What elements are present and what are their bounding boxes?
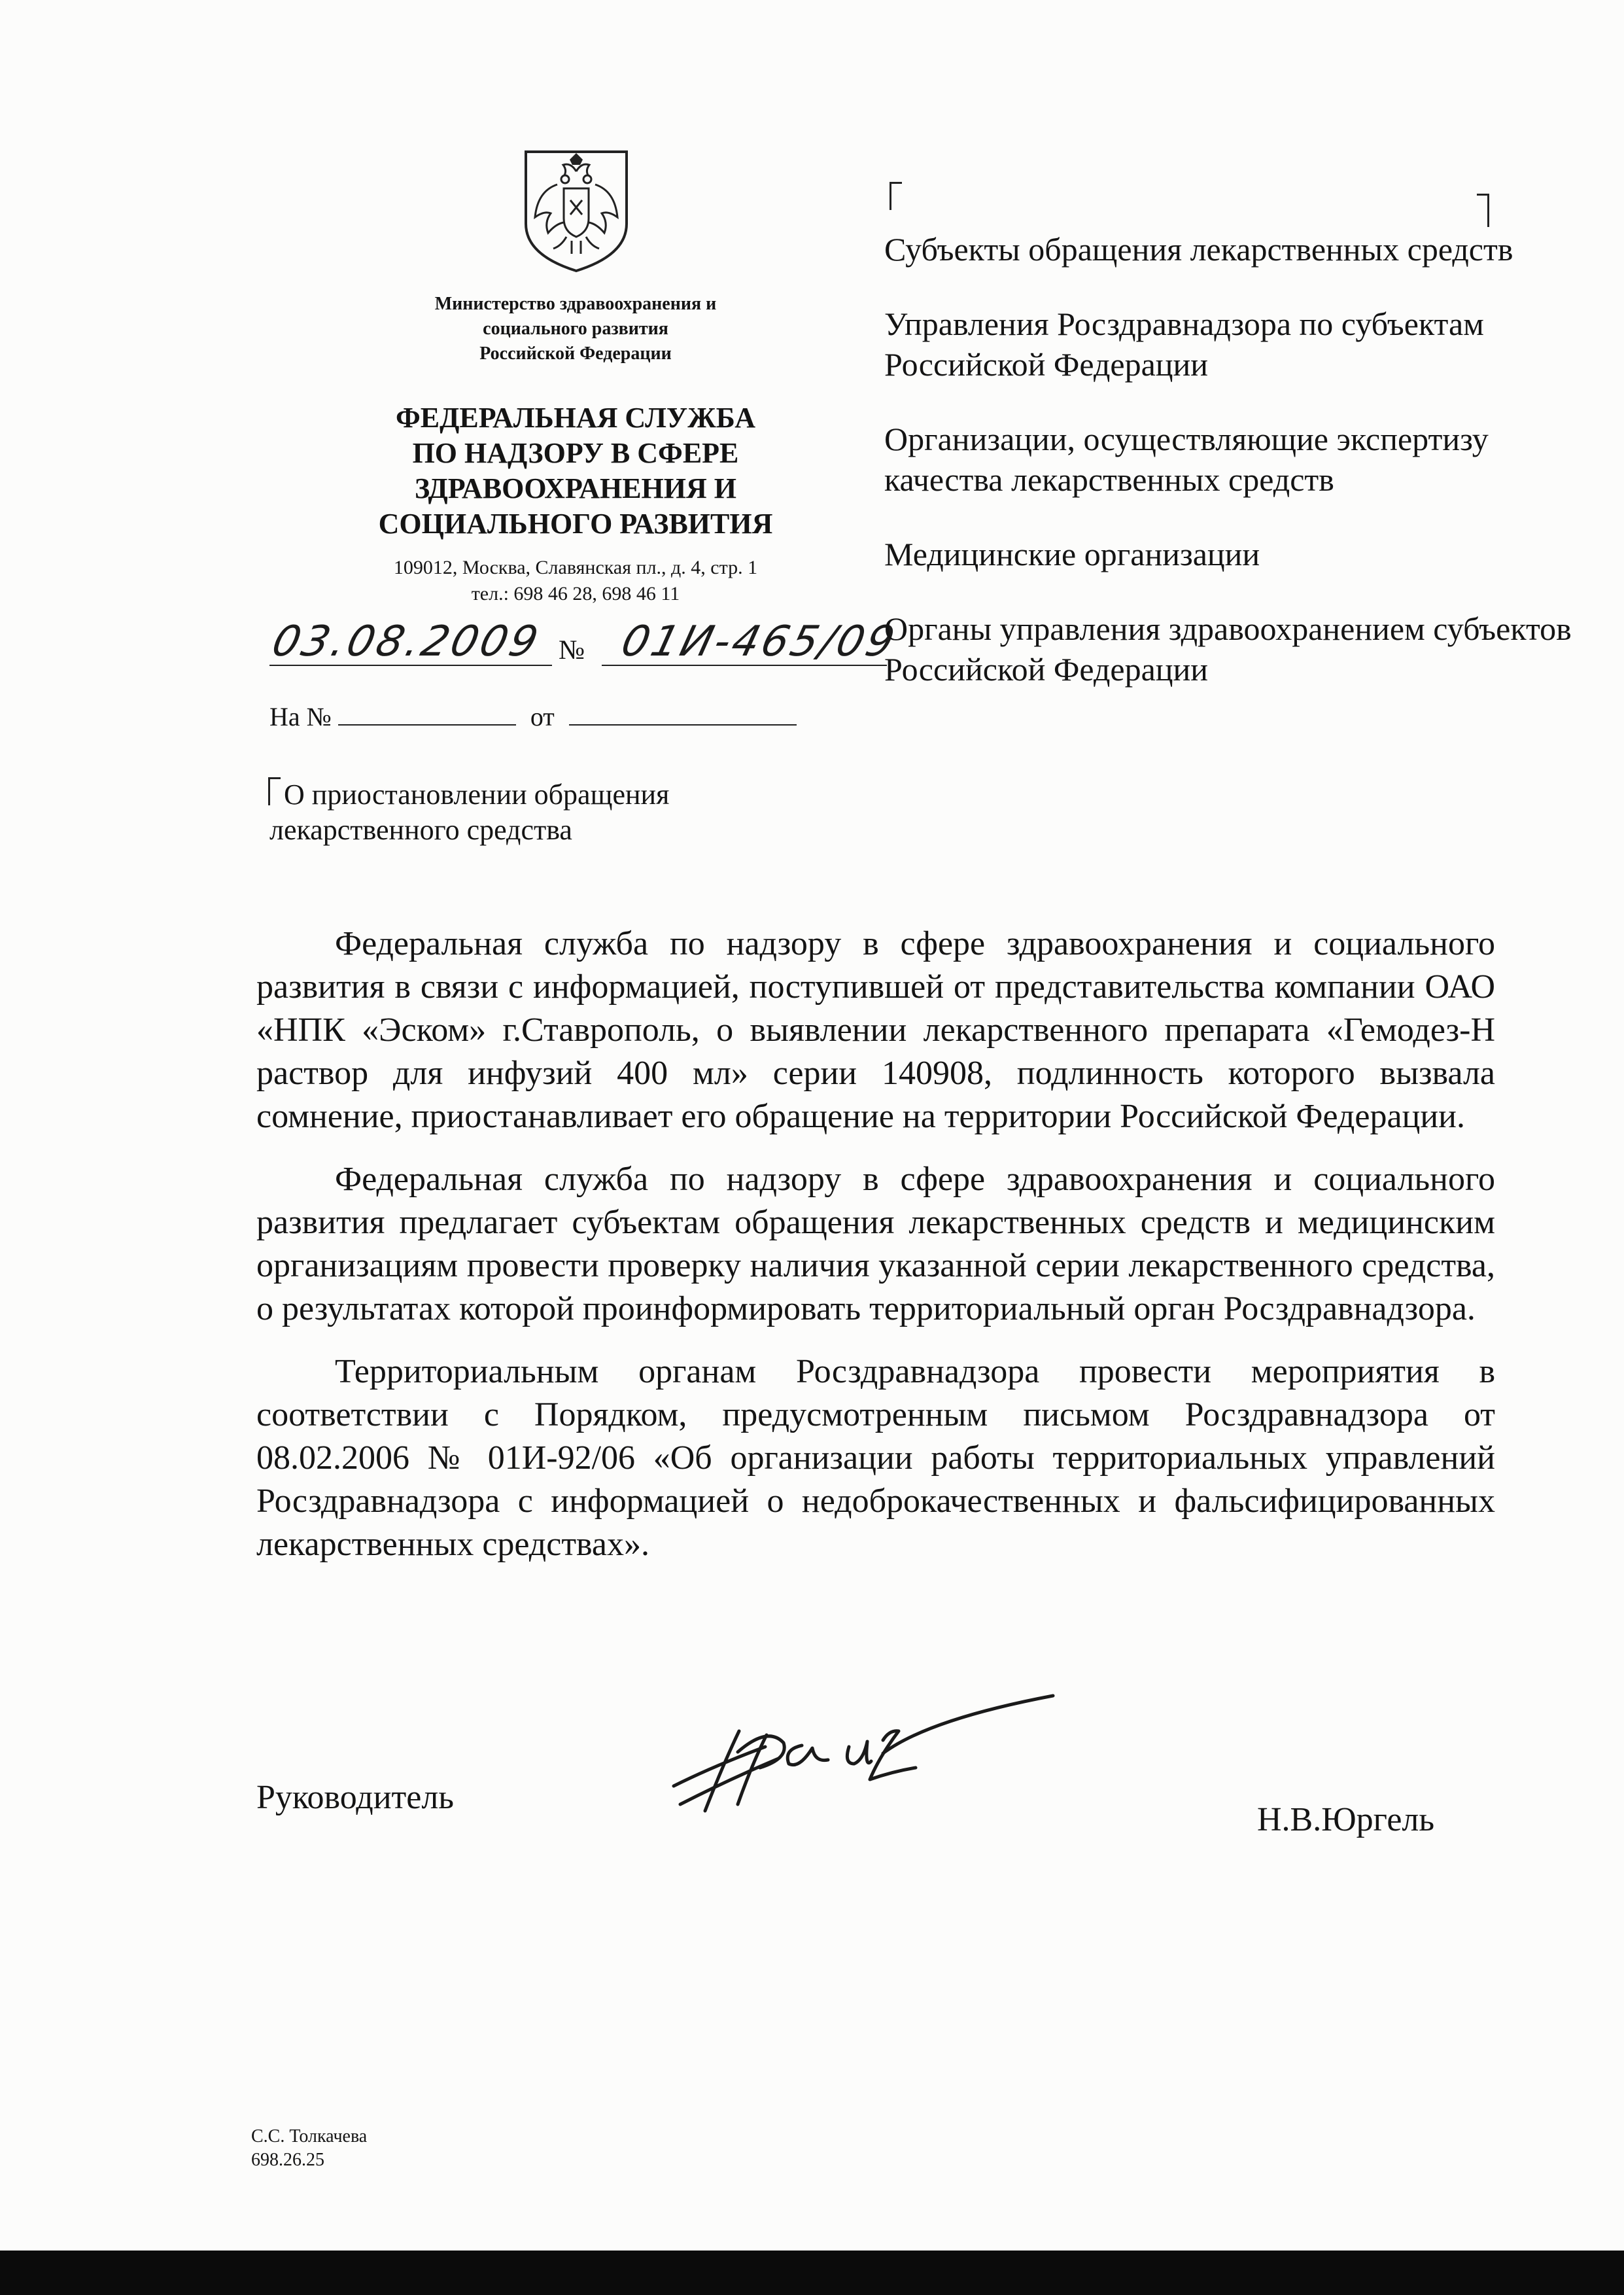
service-line: ФЕДЕРАЛЬНАЯ СЛУЖБА xyxy=(396,402,755,434)
recipient: Управления Росздравнадзора по субъектам Российской Федерации xyxy=(884,306,1484,383)
service-name xyxy=(307,400,844,542)
signer-name: Н.В.Юргель xyxy=(1257,1801,1435,1838)
reply-reference xyxy=(269,701,797,732)
subject-line: лекарственного средства xyxy=(269,814,572,846)
date-underline xyxy=(269,665,552,666)
body-paragraph: Территориальным органам Росздравнадзора провести мероприятия в соответствии с Порядком, предусмотренным письмом Росздравнадзора от 08.02.2006 № 01И-92/06 «Об организации работы территориальных управлений Росздравнадзора с информацией о недоброкачественных и фальсифицированных лекарственных средствах». xyxy=(256,1353,1495,1563)
service-address xyxy=(288,555,863,607)
recipient: Медицинские организации xyxy=(884,536,1260,572)
address-corner-mark-right xyxy=(1477,194,1489,227)
letter-subject xyxy=(269,777,780,848)
reply-prefix: На № xyxy=(269,702,332,731)
service-line: СОЦИАЛЬНОГО РАЗВИТИЯ xyxy=(378,508,773,540)
letter-body xyxy=(256,922,1495,1586)
coat-of-arms-icon xyxy=(518,145,634,276)
ministry-name xyxy=(353,292,798,366)
reply-number-blank xyxy=(338,702,516,726)
number-sign: № xyxy=(559,635,585,665)
recipient: Органы управления здравоохранением субъектов Российской Федерации xyxy=(884,610,1572,688)
scan-edge xyxy=(0,2251,1624,2295)
body-paragraph: Федеральная служба по надзору в сфере здравоохранения и социального развития предлагает субъектам обращения лекарственных средств и медицинским организациям провести проверку наличия указанной серии лекарственного средства, о результатах которой проинформировать территориальный орган Росздравнадзора. xyxy=(256,1161,1495,1327)
number-underline xyxy=(602,665,887,666)
ministry-line: Российской Федерации xyxy=(479,343,672,364)
address-corner-mark-left xyxy=(890,182,902,210)
executor-info xyxy=(251,2125,367,2172)
reply-date-blank xyxy=(569,702,797,726)
ministry-line: социального развития xyxy=(483,319,668,339)
service-line: ПО НАДЗОРУ В СФЕРЕ xyxy=(412,437,739,469)
handwritten-number: 01И-465/09 xyxy=(616,618,902,666)
service-line: ЗДРАВООХРАНЕНИЯ И xyxy=(414,472,736,504)
reply-from: от xyxy=(530,702,555,731)
subject-line: О приостановлении обращения xyxy=(284,779,670,811)
executor-phone: 698.26.25 xyxy=(251,2150,324,2170)
outgoing-number-row xyxy=(267,618,917,680)
phone-line: тел.: 698 46 28, 698 46 11 xyxy=(471,583,680,604)
recipient-list xyxy=(884,229,1578,690)
handwritten-date: 03.08.2009 xyxy=(267,618,545,666)
recipient: Субъекты обращения лекарственных средств xyxy=(884,231,1513,268)
handwritten-signature xyxy=(661,1675,1079,1819)
executor-name: С.С. Толкачева xyxy=(251,2126,368,2146)
recipient: Организации, осуществляющие экспертизу качества лекарственных средств xyxy=(884,421,1489,498)
signer-position: Руководитель xyxy=(256,1779,454,1816)
ministry-line: Министерство здравоохранения и xyxy=(434,294,717,314)
body-paragraph: Федеральная служба по надзору в сфере здравоохранения и социального развития в связи с информацией, поступившей от представительства компании ОАО «НПК «Эском» г.Ставрополь, о выявлении лекарственного препарата «Гемодез-Н раствор для инфузий 400 мл» серии 140908, подлинность которого вызвала сомнение, приостанавливает его обращение на территории Российской Федерации. xyxy=(256,925,1495,1135)
address-line: 109012, Москва, Славянская пл., д. 4, стр. 1 xyxy=(393,557,758,578)
